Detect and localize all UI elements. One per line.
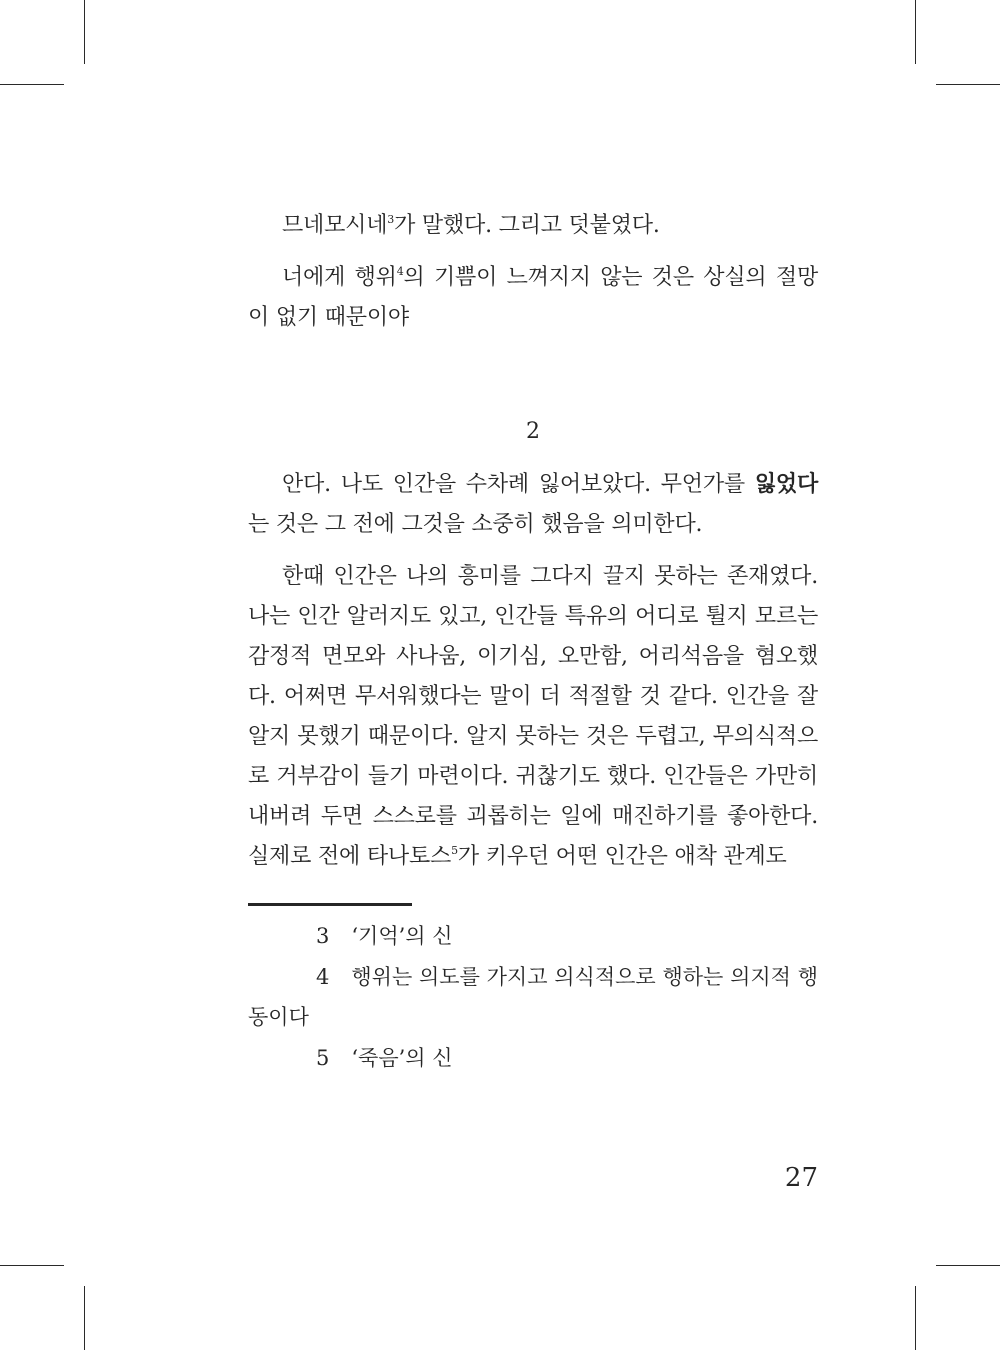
footnote-ref: 3 bbox=[387, 213, 395, 226]
crop-mark bbox=[0, 1265, 64, 1266]
crop-mark bbox=[936, 84, 1000, 85]
crop-mark bbox=[84, 0, 85, 64]
paragraph-humans: 한때 인간은 나의 흥미를 그다지 끌지 못하는 존재였다. 나는 인간 알러지도 있고, 인간들 특유의 어디로 튈지 모르는 감정적 면모와 사나움, 이기심, 오만함, 어리석음을 혐오했다. 어쩌면 무서워했다는 말이 더 적절할 것 같다. 인간을 잘 알지 못했기 때문이다. 알지 못하는 것은 두렵고, 무의식적으로 거부감이 들기 마련이다. 귀찮기도 했다. 인간들은 가만히 내버려 두면 스스로를 괴롭히는 일에 매진하기를 좋아한다. 실제로 전에 타나토스$^5$가 키우던 어떤 인간은 애착 관계도 bbox=[248, 564, 818, 869]
footnote-ref: 4 bbox=[396, 265, 404, 278]
paragraph-quote: 너에게 행위$^4$의 기쁨이 느껴지지 않는 것은 상실의 절망이 없기 때문이야 bbox=[248, 265, 818, 330]
paragraph-loss: 안다. 나도 인간을 수차례 잃어보았다. 무언가를 잃었다는 것은 그 전에 그것을 소중히 했음을 의미한다. bbox=[248, 471, 818, 537]
footnote-ref: 5 bbox=[451, 844, 458, 857]
main-text-block bbox=[248, 464, 818, 877]
footnote-5: 5 ‘죽음’의 신 bbox=[316, 1046, 453, 1070]
crop-mark bbox=[936, 1265, 1000, 1266]
crop-mark bbox=[915, 0, 916, 64]
footnote-divider bbox=[248, 903, 412, 906]
top-text-block bbox=[248, 206, 818, 338]
footnote-4: 4 행위는 의도를 가지고 의식적으로 행하는 의지적 행동이다 bbox=[248, 965, 818, 1029]
footnotes bbox=[248, 916, 818, 1078]
section-number: 2 bbox=[526, 419, 540, 444]
page-number: 27 bbox=[784, 1163, 818, 1193]
crop-mark bbox=[915, 1286, 916, 1350]
paragraph-mnemosyne: 므네모시네$^3$가 말했다. 그리고 덧붙였다. bbox=[282, 213, 660, 238]
crop-mark bbox=[84, 1286, 85, 1350]
crop-mark bbox=[0, 84, 64, 85]
bold-word: 잃었다 bbox=[754, 471, 818, 497]
footnote-3: 3 ‘기억’의 신 bbox=[316, 924, 453, 948]
